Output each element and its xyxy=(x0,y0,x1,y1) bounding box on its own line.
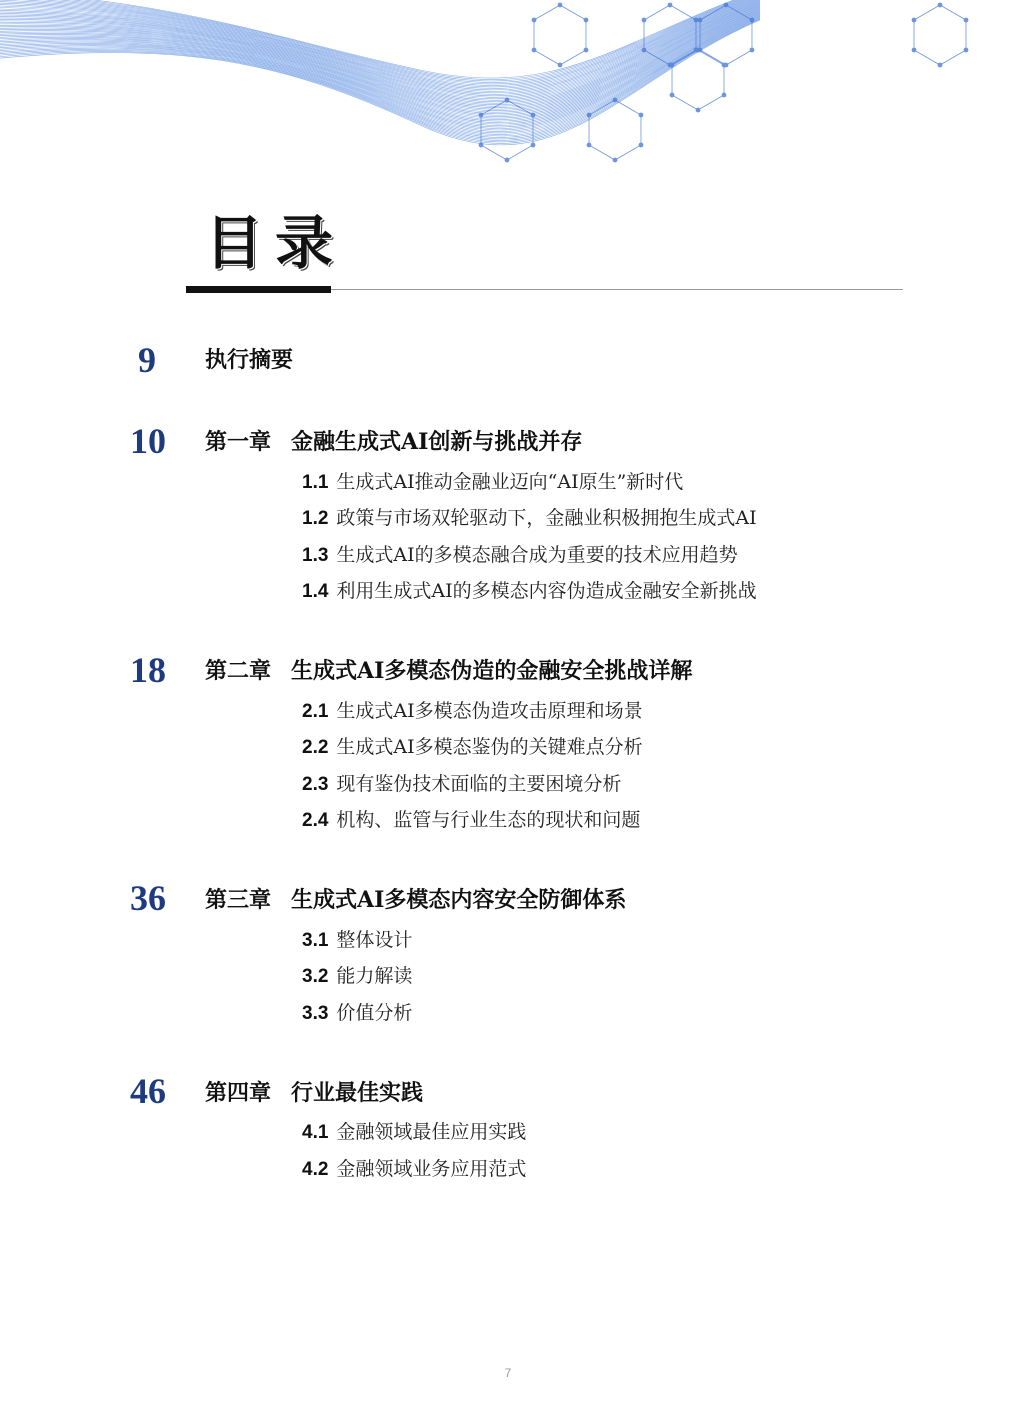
section-number: 1.1 xyxy=(302,472,329,493)
toc-section[interactable] xyxy=(302,542,738,569)
section-title: 生成式AI推动金融业迈向“AI原生”新时代 xyxy=(336,471,684,493)
toc-section[interactable] xyxy=(302,698,643,725)
toc-chapter-3[interactable] xyxy=(205,885,626,915)
section-title: 金融领域业务应用范式 xyxy=(336,1158,527,1180)
section-number: 1.4 xyxy=(302,581,329,602)
page-title: 目录 xyxy=(205,209,346,277)
chapter-title: 行业最佳实践 xyxy=(291,1080,424,1106)
section-title: 利用生成式AI的多模态内容伪造成金融安全新挑战 xyxy=(336,580,757,602)
toc-page-number: 46 xyxy=(130,1071,166,1111)
section-number: 2.2 xyxy=(302,737,329,758)
chapter-label: 第四章 xyxy=(205,1080,272,1106)
wave-lines-graphic xyxy=(0,0,760,145)
section-number: 4.2 xyxy=(302,1159,329,1180)
section-number: 3.3 xyxy=(302,1003,329,1024)
section-number: 2.1 xyxy=(302,701,329,722)
section-number: 2.3 xyxy=(302,774,329,795)
toc-section[interactable] xyxy=(302,469,683,496)
toc-section[interactable] xyxy=(302,578,757,605)
section-number: 1.3 xyxy=(302,545,329,566)
chapter-title: 金融生成式AI创新与挑战并存 xyxy=(291,429,583,455)
toc-page-number: 10 xyxy=(130,421,166,461)
toc-summary-title[interactable]: 执行摘要 xyxy=(205,347,294,373)
section-number: 1.2 xyxy=(302,508,329,529)
toc-section[interactable] xyxy=(302,963,412,990)
toc-section[interactable] xyxy=(302,771,621,798)
section-title: 现有鉴伪技术面临的主要困境分析 xyxy=(336,773,622,795)
section-title: 生成式AI多模态伪造攻击原理和场景 xyxy=(336,700,643,722)
toc-chapter-4[interactable] xyxy=(205,1078,423,1108)
section-title: 生成式AI多模态鉴伪的关键难点分析 xyxy=(336,736,643,758)
toc-section[interactable] xyxy=(302,734,643,761)
chapter-title: 生成式AI多模态伪造的金融安全挑战详解 xyxy=(291,658,693,684)
toc-page-number: 36 xyxy=(130,878,166,918)
title-underline-thick xyxy=(186,286,331,293)
section-title: 价值分析 xyxy=(336,1002,413,1024)
section-number: 3.1 xyxy=(302,930,329,951)
toc-page-number: 18 xyxy=(130,650,166,690)
chapter-label: 第一章 xyxy=(205,429,272,455)
toc-section[interactable] xyxy=(302,1000,412,1027)
section-number: 2.4 xyxy=(302,810,329,831)
section-number: 4.1 xyxy=(302,1122,329,1143)
chapter-label: 第三章 xyxy=(205,887,272,913)
section-title: 金融领域最佳应用实践 xyxy=(336,1121,527,1143)
section-number: 3.2 xyxy=(302,966,329,987)
toc-page-number: 9 xyxy=(138,340,156,380)
section-title: 能力解读 xyxy=(336,965,413,987)
toc-section[interactable] xyxy=(302,1119,526,1146)
section-title: 生成式AI的多模态融合成为重要的技术应用趋势 xyxy=(336,544,738,566)
header-decoration xyxy=(0,0,1016,190)
title-underline-thin xyxy=(331,289,903,290)
page-number-footer: 7 xyxy=(504,1366,512,1380)
section-title: 政策与市场双轮驱动下，金融业积极拥抱生成式AI xyxy=(336,507,757,529)
toc-section[interactable] xyxy=(302,927,412,954)
chapter-title: 生成式AI多模态内容安全防御体系 xyxy=(291,887,627,913)
toc-section[interactable] xyxy=(302,1156,526,1183)
section-title: 整体设计 xyxy=(336,929,413,951)
chapter-label: 第二章 xyxy=(205,658,272,684)
toc-chapter-2[interactable] xyxy=(205,656,692,686)
section-title: 机构、监管与行业生态的现状和问题 xyxy=(336,809,641,831)
toc-section[interactable] xyxy=(302,807,640,834)
toc-section[interactable] xyxy=(302,505,757,532)
toc-chapter-1[interactable] xyxy=(205,427,582,457)
